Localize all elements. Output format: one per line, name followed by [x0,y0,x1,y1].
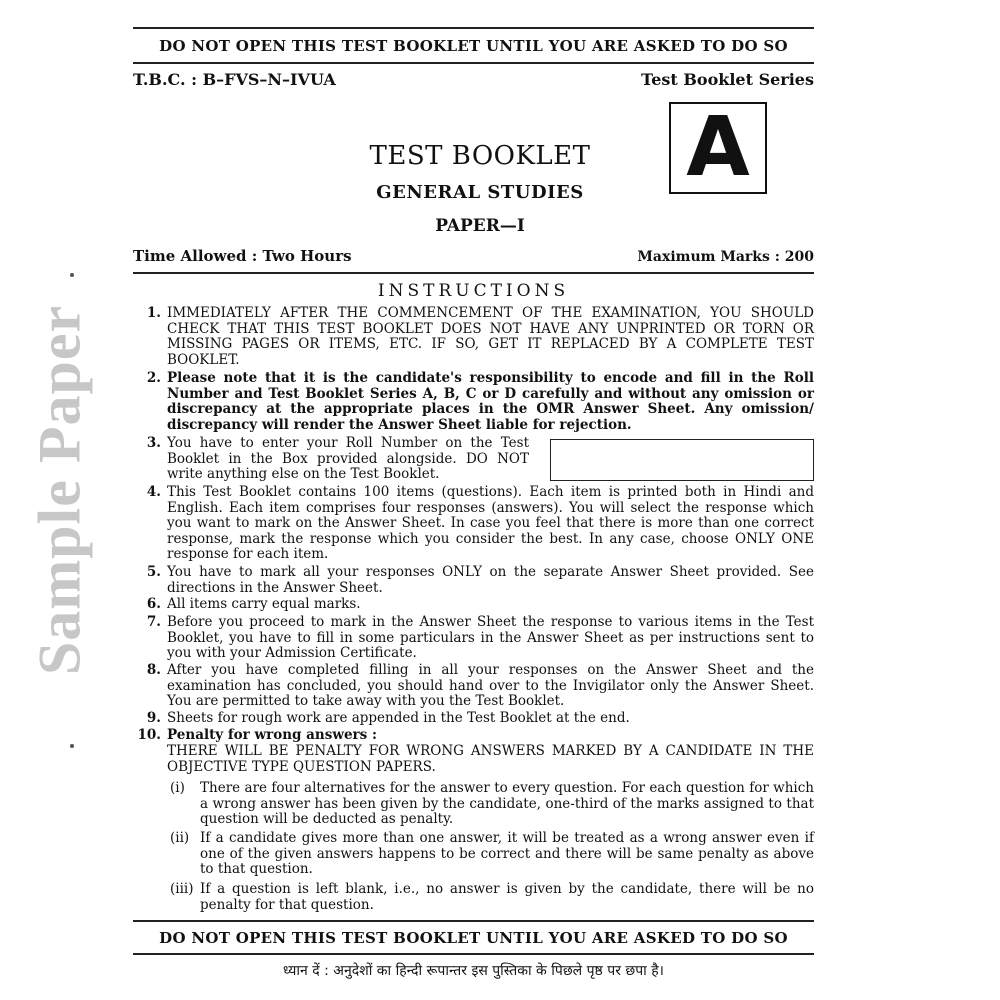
series-letter: A [686,100,750,195]
instruction-text: After you have completed filling in all your responses on the Answer Sheet and the examination has concluded, you should hand over to the Invigilator only the Answer Sheet. You are permitted to take away with you the Test Booklet. [167,662,814,709]
instruction-text: THERE WILL BE PENALTY FOR WRONG ANSWERS MARKED BY A CANDIDATE IN THE OBJECTIVE TYPE QUESTION PAPERS. [167,743,814,775]
instruction-text: Please note that it is the candidate's responsibility to encode and fill in the Roll Number and Test Booklet Series A, B, C or D carefully and without any omission or discrepancy at the appropriate places in the OMR Answer Sheet. Any omission/ discrepancy will render the Answer Sheet liable for rejection. [167,370,814,433]
series-label: Test Booklet Series [641,70,814,89]
instruction-number: 3. [146,435,161,451]
instruction-item [133,485,814,563]
instruction-item [133,306,814,368]
warning-bottom: DO NOT OPEN THIS TEST BOOKLET UNTIL YOU ARE ASKED TO DO SO [159,929,788,947]
maximum-marks: Maximum Marks : 200 [637,249,814,265]
penalty-number: (i) [170,780,185,796]
instruction-number: 7. [146,614,161,630]
penalty-text: If a question is left blank, i.e., no answer is given by the candidate, there will be no penalty for that question. [200,881,814,913]
instruction-number: 8. [146,662,161,678]
instruction-text: IMMEDIATELY AFTER THE COMMENCEMENT OF THE EXAMINATION, YOU SHOULD CHECK THAT THIS TEST BOOKLET DOES NOT HAVE ANY UNPRINTED OR TORN OR MISSING PAGES OR ITEMS, ETC. IF SO, GET IT REPLACED BY A COMPLETE TEST BOOKLET. [167,305,814,368]
instruction-text: Sheets for rough work are appended in the Test Booklet at the end. [167,710,630,726]
paper-title: PAPER—I [435,216,525,236]
series-letter-box [669,102,767,194]
marks-rule [133,272,814,274]
instructions-heading: INSTRUCTIONS [377,281,570,301]
tbc-code: T.B.C. : B–FVS–N–IVUA [133,70,336,89]
speck [70,744,74,748]
instruction-text: This Test Booklet contains 100 items (questions). Each item is printed both in Hindi and English. Each item comprises four responses (answers). You will select the response which you want to mark on the Answer Sheet. In case you feel that there is more than one correct response, mark the response which you consider the best. In any case, choose ONLY ONE response for each item. [167,484,814,562]
roll-number-box[interactable] [550,439,814,481]
instruction-item [133,711,814,727]
penalty-title: Penalty for wrong answers : [167,727,377,743]
sample-paper-watermark: Sample Paper [26,304,93,676]
instruction-number: 10. [137,727,161,743]
penalty-item [170,831,814,878]
penalty-item [170,781,814,828]
instruction-number: 4. [146,484,161,500]
instruction-number: 6. [146,596,161,612]
instruction-item [133,728,814,778]
instruction-number: 1. [146,305,161,321]
instruction-item [133,371,814,433]
instruction-text: All items carry equal marks. [167,596,361,612]
header-rule [133,62,814,64]
instruction-item [133,565,814,596]
instruction-text: You have to mark all your responses ONLY on the separate Answer Sheet provided. See directions in the Answer Sheet. [167,564,814,596]
instruction-number: 9. [146,710,161,726]
penalty-number: (ii) [170,830,190,846]
instruction-text: You have to enter your Roll Number on the Test Booklet in the Box provided alongside. DO NOT write anything else on the Test Booklet. [167,435,529,482]
instruction-item [133,663,814,710]
hindi-note: ध्यान दें : अनुदेशों का हिन्दी रूपान्तर इस पुस्तिका के पिछले पृष्ठ पर छपा है। [283,963,664,979]
instruction-text: Before you proceed to mark in the Answer Sheet the response to various items in the Test Booklet, you have to fill in some particulars in the Answer Sheet as per instructions sent to you with your Admission Certificate. [167,614,814,661]
footer-rule-top [133,920,814,922]
penalty-text: If a candidate gives more than one answer, it will be treated as a wrong answer even if one of the given answers happens to be correct and there will be same penalty as above to that question. [200,830,814,877]
instruction-item [133,615,814,662]
time-allowed: Time Allowed : Two Hours [133,247,352,265]
penalty-number: (iii) [170,881,194,897]
subject-title: GENERAL STUDIES [376,182,584,203]
speck [70,273,74,277]
footer-rule-bottom [133,953,814,955]
penalty-item [170,882,814,914]
warning-top: DO NOT OPEN THIS TEST BOOKLET UNTIL YOU ARE ASKED TO DO SO [159,37,788,55]
top-rule [133,27,814,29]
booklet-title: TEST BOOKLET [369,141,591,171]
penalty-text: There are four alternatives for the answer to every question. For each question for which a wrong answer has been given by the candidate, one-third of the marks assigned to that question will be deducted as penalty. [200,780,814,827]
instruction-item [133,597,814,613]
instruction-number: 2. [146,370,161,386]
instruction-number: 5. [146,564,161,580]
